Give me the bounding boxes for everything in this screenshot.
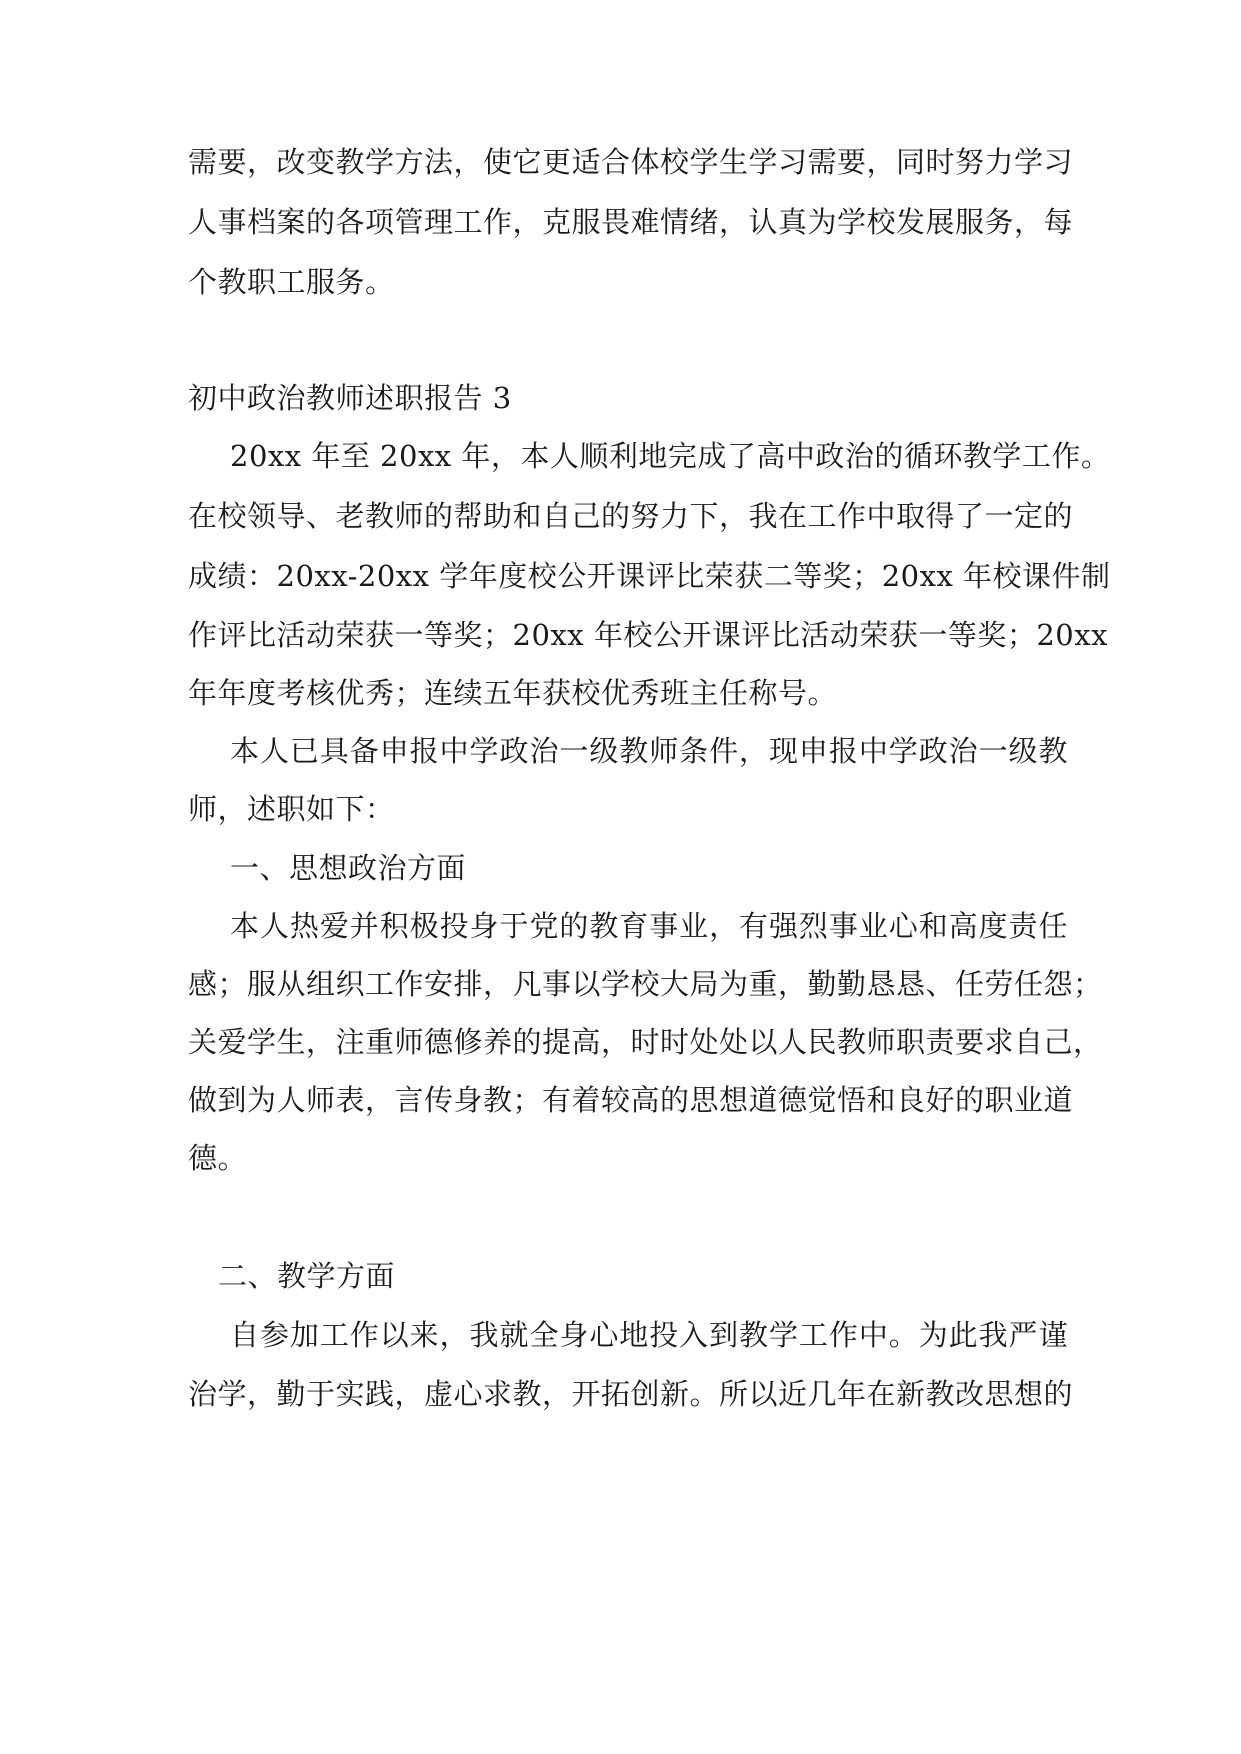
text-line: 做到为人师表，言传身教；有着较高的思想道德觉悟和良好的职业道 — [188, 1083, 1074, 1117]
text-line: 师，述职如下： — [188, 792, 395, 826]
section-title: 初中政治教师述职报告 3 — [188, 381, 512, 415]
heading-1: 一、思想政治方面 — [230, 851, 467, 885]
text-line: 关爱学生，注重师德修养的提高，时时处处以人民教师职责要求自己， — [188, 1025, 1103, 1059]
text-line: 人事档案的各项管理工作，克服畏难情绪，认真为学校发展服务，每 — [188, 205, 1074, 239]
text-line: 本人热爱并积极投身于党的教育事业，有强烈事业心和高度责任 — [230, 909, 1068, 943]
text-line: 20xx 年至 20xx 年，本人顺利地完成了高中政治的循环教学工作。 — [230, 439, 1111, 473]
text-line: 作评比活动荣获一等奖；20xx 年校公开课评比活动荣获一等奖；20xx — [188, 618, 1108, 652]
text-line: 需要，改变教学方法，使它更适合体校学生学习需要，同时努力学习 — [188, 145, 1074, 179]
text-line: 在校领导、老教师的帮助和自己的努力下，我在工作中取得了一定的 — [188, 499, 1074, 533]
text-line: 治学，勤于实践，虚心求教，开拓创新。所以近几年在新教改思想的 — [188, 1377, 1074, 1411]
heading-2: 二、教学方面 — [218, 1259, 396, 1293]
text-line: 本人已具备申报中学政治一级教师条件，现申报中学政治一级教 — [230, 734, 1068, 768]
text-line: 自参加工作以来，我就全身心地投入到教学工作中。为此我严谨 — [230, 1318, 1068, 1352]
text-line: 年年度考核优秀；连续五年获校优秀班主任称号。 — [188, 676, 838, 710]
text-line: 个教职工服务。 — [188, 265, 395, 299]
text-line: 成绩：20xx-20xx 学年度校公开课评比荣获二等奖；20xx 年校课件制 — [188, 559, 1111, 593]
text-line: 感；服从组织工作安排，凡事以学校大局为重，勤勤恳恳、任劳任怨； — [188, 967, 1103, 1001]
text-line: 德。 — [188, 1141, 248, 1175]
